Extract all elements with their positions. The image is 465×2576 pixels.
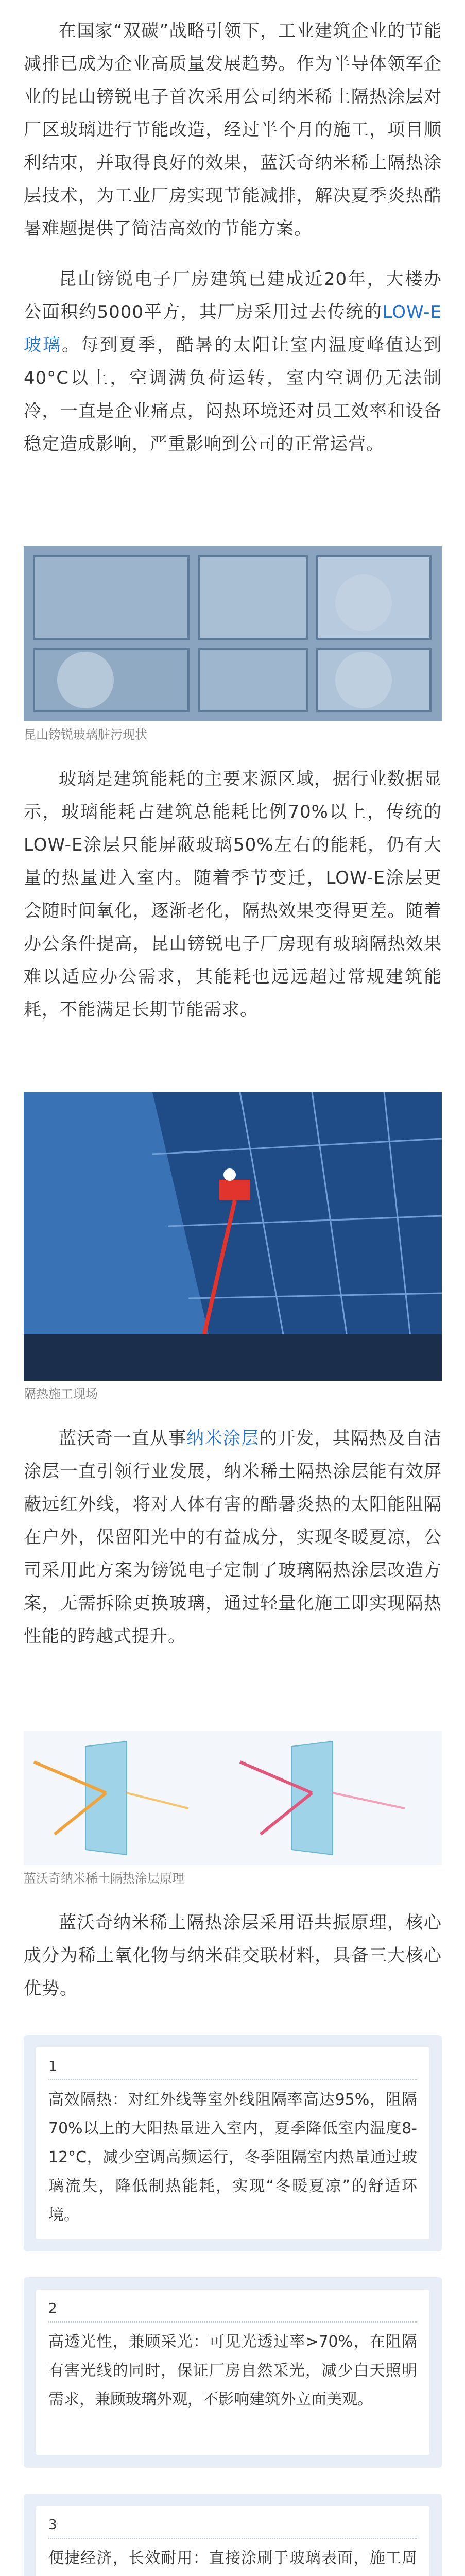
advantage-card-3-inner (36, 2506, 429, 2576)
intro-paragraph: 在国家“双碳”战略引领下，工业建筑企业的节能减排已成为企业高质量发展趋势。作为半导体领军企业的昆山镑锐电子首次采用公司纳米稀土隔热涂层对厂区玻璃进行节能改造，经过半个月的施工，项目顺利结束，并取得良好的效果，蓝沃奇纳米稀土隔热涂层技术，为工业厂房实现节能减排，解决夏季炎热酷暑难题提供了简洁高效的节能方案。 (24, 21, 442, 239)
advantage-card-3-number: 3 (48, 2517, 57, 2533)
solution-paragraph (24, 1422, 442, 1653)
advantage-card-3-text: 便捷经济，长效耐用：直接涂刷于玻璃表面，施工周 (48, 2549, 417, 2567)
construction-caption: 隔热施工现场 (24, 1387, 98, 1401)
advantage-card-1-inner (36, 2047, 429, 2239)
card-divider (48, 2079, 417, 2080)
coating-principle-diagram (24, 1731, 442, 1865)
card-divider (48, 2321, 417, 2323)
background-text-b: 。每到夏季，酷暑的太阳让室内温度峰值达到40°C以上，空调满负荷运转，室内空调仍无法制冷，一直是企业痛点，闷热环境还对员工效率和设备稳定造成影响，严重影响到公司的正常运营。 (24, 335, 442, 454)
problem-paragraph: 玻璃是建筑能耗的主要来源区域，据行业数据显示，玻璃能耗占建筑总能耗比例70%以上，传统的LOW-E涂层只能屏蔽玻璃50%左右的能耗，仍有大量的热量进入室内。随着季节变迁，LOW-E涂层更会随时间氧化，逐渐老化，隔热效果变得更差。随着办公条件提高，昆山镑锐电子厂房现有玻璃隔热效果难以适应办公需求，其能耗也远远超过常规建筑能耗，不能满足长期节能需求。 (24, 769, 442, 1020)
low-e-glass-link[interactable]: LOW-E玻璃 (24, 302, 442, 355)
advantage-card-1 (24, 2035, 442, 2251)
dirty-glass-caption: 昆山镑锐玻璃脏污现状 (24, 727, 147, 742)
advantages-intro-paragraph: 蓝沃奇纳米稀土隔热涂层采用语共振原理，核心成分为稀土氧化物与纳米硅交联材料，具备三大核心优势。 (24, 1912, 442, 1999)
background-text-a: 昆山镑锐电子厂房建筑已建成近20年，大楼办公面积约5000平方，其厂房采用过去传统的 (24, 269, 442, 323)
background-paragraph (24, 263, 442, 461)
card-divider (48, 2538, 417, 2539)
advantage-card-3 (24, 2494, 442, 2576)
advantage-card-1-text: 高效隔热：对红外线等室外线阻隔率高达95%，阻隔70%以上的大阳热量进入室内，夏季降低室内温度8-12°C，减少空调高频运行，冬季阻隔室内热量通过玻璃流失，降低制热能耗，实现“冬暖夏凉”的舒适环境。 (48, 2091, 417, 2224)
advantage-card-2-number: 2 (48, 2301, 57, 2316)
dirty-glass-photo (24, 546, 442, 721)
principle-illustration (24, 1731, 442, 1865)
advantage-card-2-inner (36, 2290, 429, 2455)
principle-caption: 蓝沃奇纳米稀土隔热涂层原理 (24, 1871, 184, 1886)
advantage-card-2 (24, 2277, 442, 2468)
construction-illustration (24, 1092, 442, 1381)
nano-coating-link[interactable]: 纳米涂层 (186, 1428, 260, 1449)
solution-text-b: 的开发，其隔热及自洁涂层一直引领行业发展，纳米稀土隔热涂层能有效屏蔽远红外线，将对人体有害的酷暑炎热的太阳能阻隔在户外，保留阳光中的有益成分，实现冬暖夏凉，公司采用此方案为镑锐电子定制了玻璃隔热涂层改造方案，无需拆除更换玻璃，通过轻量化施工即实现隔热性能的跨越式提升。 (24, 1428, 442, 1647)
solution-text-a: 蓝沃奇一直从事 (59, 1428, 187, 1449)
glass-panels-illustration (24, 546, 442, 721)
advantage-card-2-text: 高透光性，兼顾采光：可见光透过率>70%，在阻隔有害光线的同时，保证厂房自然采光，减少白天照明需求，兼顾玻璃外观，不影响建筑外立面美观。 (48, 2333, 417, 2409)
advantage-card-1-number: 1 (48, 2059, 57, 2074)
construction-site-photo (24, 1092, 442, 1381)
